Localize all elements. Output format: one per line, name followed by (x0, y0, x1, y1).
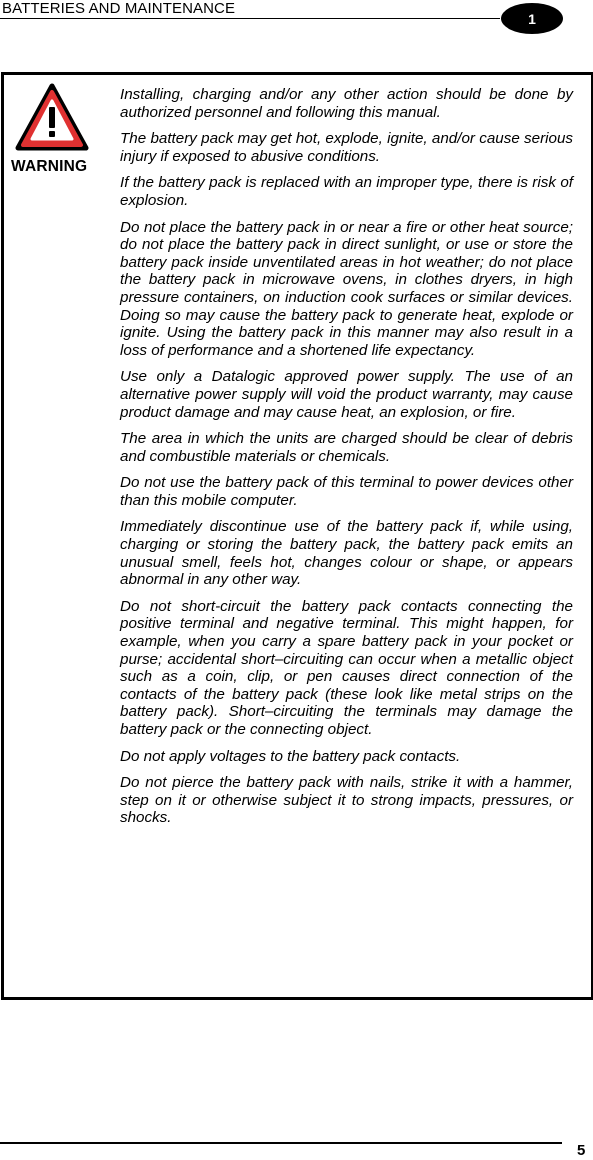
header-divider (0, 18, 500, 19)
chapter-badge: 1 (501, 3, 563, 34)
header-title: BATTERIES AND MAINTENANCE (2, 0, 236, 17)
warning-box (1, 72, 593, 1000)
warning-label: WARNING (11, 158, 88, 175)
warning-paragraph: The area in which the units are charged should be clear of debris and combustible materials or chemicals. (120, 430, 573, 465)
warning-paragraph: Use only a Datalogic approved power supply. The use of an alternative power supply will void the product warranty, may cause product damage and may cause heat, an explosion, or fire. (120, 368, 573, 421)
warning-paragraph: Do not short-circuit the battery pack contacts connecting the positive terminal and negative terminal. This might happen, for example, when you carry a spare battery pack in your pocket or purse; accidental short–circuiting can occur when a metallic object such as a coin, clip, or pen causes direct connection of the contacts of the battery pack (these look like metal strips on the battery pack). Short–circuiting the terminals may damage the battery pack or the connecting object. (120, 597, 573, 738)
warning-paragraph: Immediately discontinue use of the battery pack if, while using, charging or storing the battery pack, the battery pack emits an unusual smell, feels hot, changes colour or shape, or appears abnormal in any other way. (120, 518, 573, 589)
page-number: 5 (577, 1142, 586, 1159)
warning-paragraph: If the battery pack is replaced with an improper type, there is risk of explosion. (120, 174, 573, 209)
warning-paragraph: Do not place the battery pack in or near a fire or other heat source; do not place the battery pack in direct sunlight, or use or store the battery pack inside unventilated areas in hot weather; do not place the battery pack in microwave ovens, in clothes dryers, in high pressure containers, on induction cook surfaces or similar devices. Doing so may cause the battery pack to generate heat, explode or ignite. Using the battery pack in this manner may also result in a loss of performance and a shortened life expectancy. (120, 218, 573, 359)
warning-paragraph: The battery pack may get hot, explode, ignite, and/or cause serious injury if exposed to abusive conditions. (120, 130, 573, 165)
warning-triangle-icon (15, 83, 89, 151)
warning-paragraph: Installing, charging and/or any other action should be done by authorized personnel and following this manual. (120, 86, 573, 121)
warning-paragraph: Do not pierce the battery pack with nails, strike it with a hammer, step on it or otherwise subject it to strong impacts, pressures, or shocks. (120, 774, 573, 827)
warning-paragraph: Do not use the battery pack of this terminal to power devices other than this mobile computer. (120, 474, 573, 509)
footer-divider (0, 1142, 562, 1144)
warning-paragraph: Do not apply voltages to the battery pack contacts. (120, 747, 461, 765)
warning-text (120, 86, 573, 836)
